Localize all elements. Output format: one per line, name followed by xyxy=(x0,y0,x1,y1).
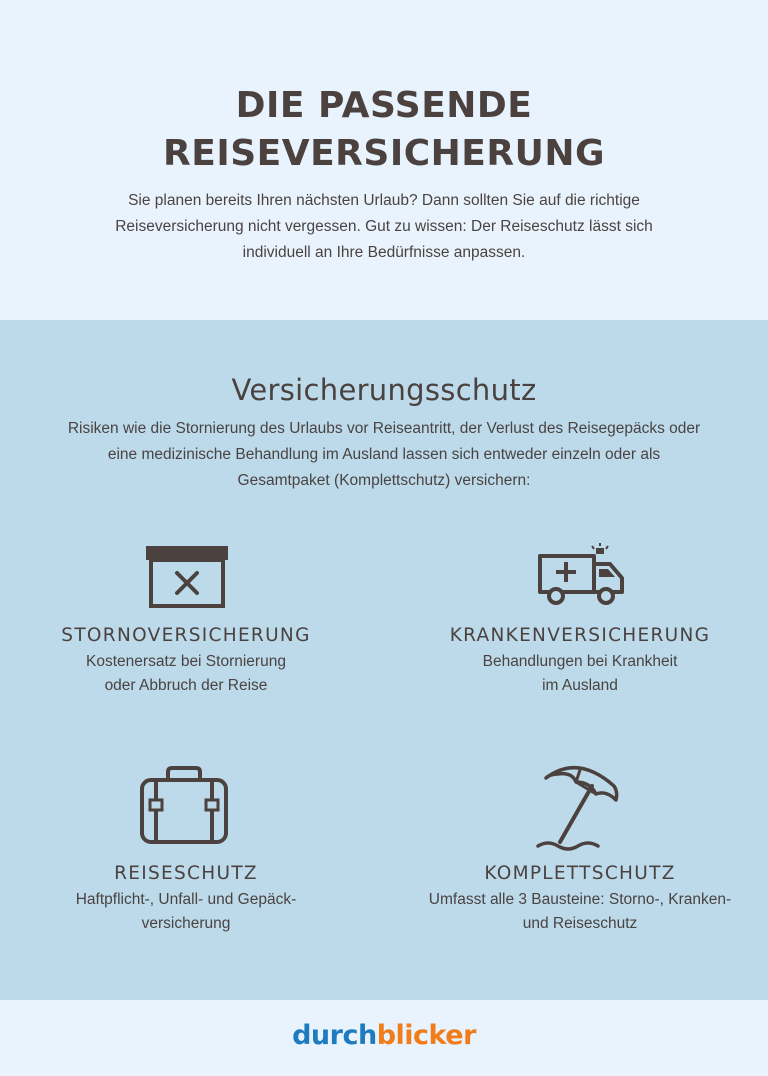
section-title: Versicherungsschutz xyxy=(231,373,537,407)
page-title-line1: DIE PASSENDE xyxy=(235,85,533,126)
card-krankenversicherung xyxy=(400,540,760,700)
card-stornoversicherung xyxy=(6,540,366,700)
suitcase-icon xyxy=(138,766,230,846)
card-description-line2: oder Abbruch der Reise xyxy=(104,677,268,694)
card-description-line1: Behandlungen bei Krankheit xyxy=(482,653,678,670)
card-title: KOMPLETTSCHUTZ xyxy=(484,863,676,884)
card-description-line2: versicherung xyxy=(141,915,231,932)
cancel-box-icon xyxy=(144,544,230,610)
brand-logo xyxy=(0,1020,768,1051)
section-text: Risiken wie die Stornierung des Urlaubs vor Reiseantritt, der Verlust des Reisegepäcks oder eine medizinische Behandlung im Ausland lassen sich entweder einzeln oder als Gesamtpaket (Komplettschutz) versichern: xyxy=(67,420,701,489)
logo-part-durch: durch xyxy=(292,1020,377,1051)
card-title: STORNOVERSICHERUNG xyxy=(61,625,311,646)
card-title: REISESCHUTZ xyxy=(114,863,258,884)
card-description-line1: Haftpflicht-, Unfall- und Gepäck- xyxy=(75,891,297,908)
card-reiseschutz xyxy=(6,766,366,936)
card-description-line1: Kostenersatz bei Stornierung xyxy=(86,653,286,670)
intro-text: Sie planen bereits Ihren nächsten Urlaub? Dann sollten Sie auf die richtige Reiseversicherung nicht vergessen. Gut zu wissen: Der Reiseschutz lässt sich individuell an Ihre Bedürfnisse anpassen. xyxy=(115,192,653,261)
card-description-line2: und Reiseschutz xyxy=(522,915,638,932)
card-description-line1: Umfasst alle 3 Bausteine: Storno-, Kranken- xyxy=(428,891,732,908)
card-komplettschutz xyxy=(400,760,760,936)
beach-umbrella-icon xyxy=(534,760,630,852)
card-title: KRANKENVERSICHERUNG xyxy=(449,625,711,646)
ambulance-icon xyxy=(536,542,628,606)
card-description-line2: im Ausland xyxy=(542,677,618,694)
page-title xyxy=(0,82,768,178)
logo-part-blicker: blicker xyxy=(376,1020,476,1051)
page-title-line2: REISEVERSICHERUNG xyxy=(163,133,605,174)
